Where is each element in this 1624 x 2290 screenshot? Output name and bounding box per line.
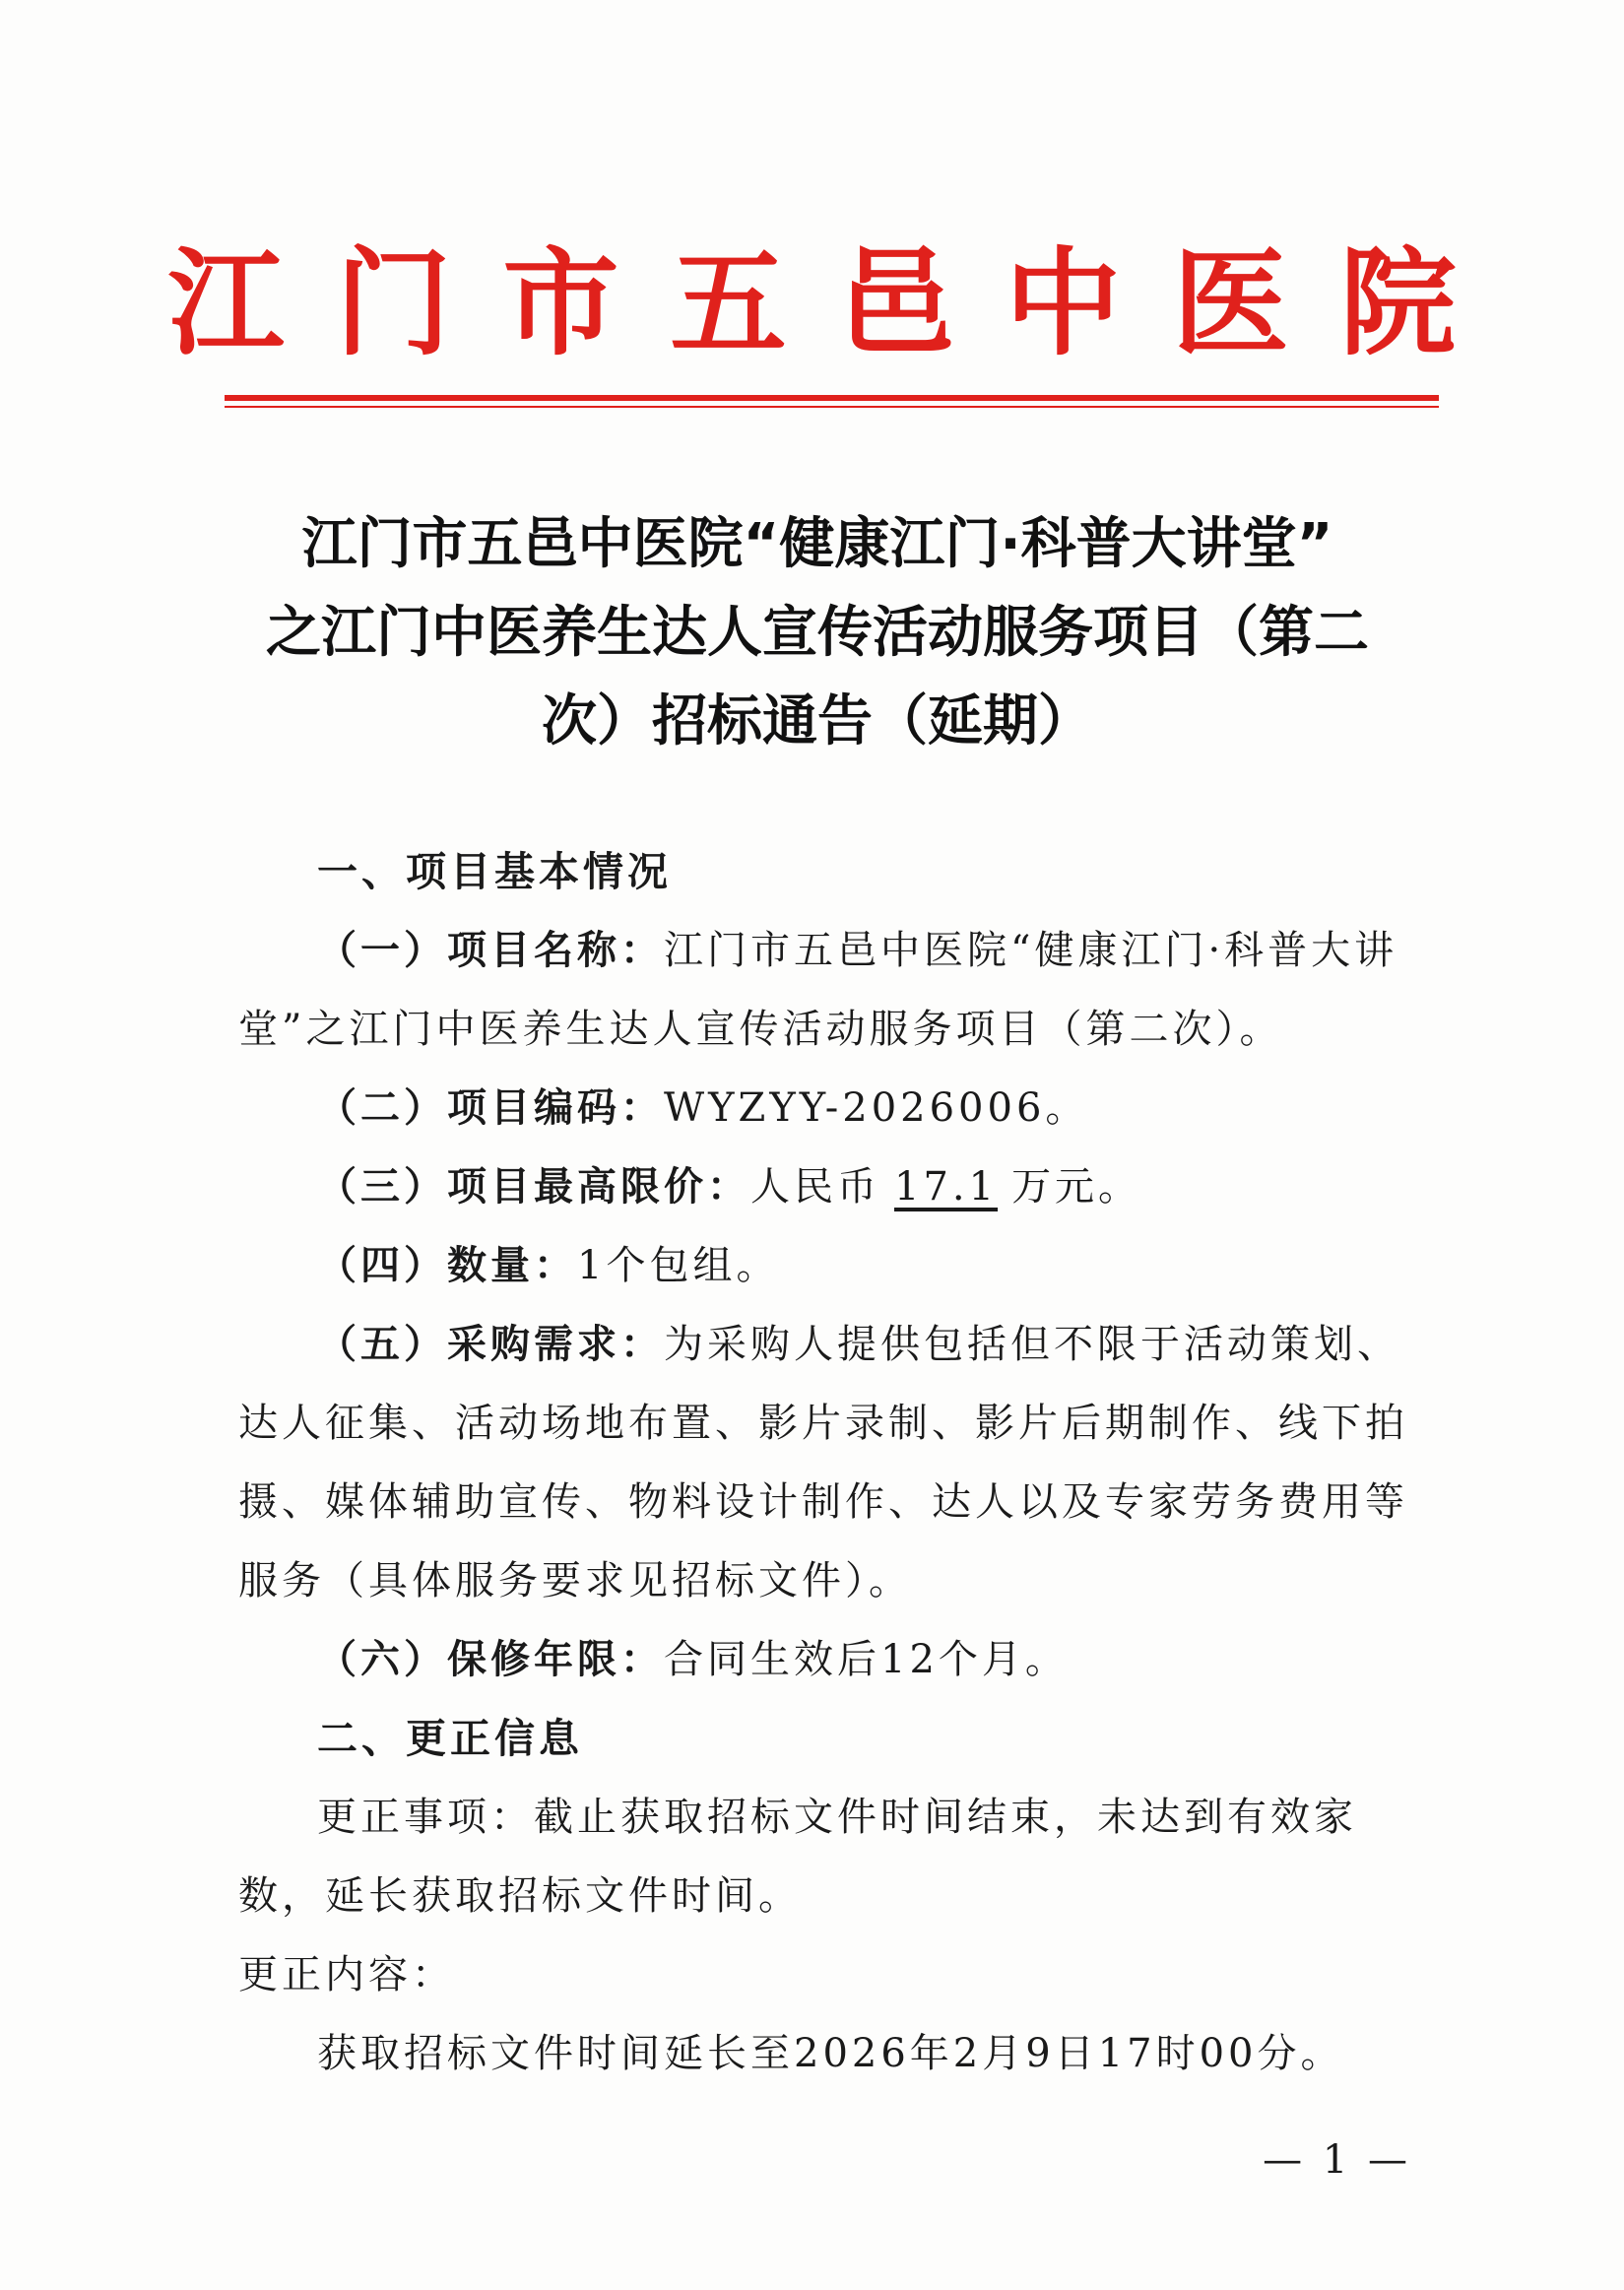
letterhead-rule-thick	[225, 395, 1439, 401]
price-prefix: 人民币	[750, 1164, 880, 1210]
document-title-line-2: 之江门中医养生达人宣传活动服务项目（第二	[266, 601, 1369, 665]
section-heading-correction: 二、更正信息	[317, 1715, 583, 1762]
item-label: （二）项目编码：	[317, 1085, 664, 1131]
item-project-code	[238, 1069, 1428, 1147]
letterhead-title: 江门市五邑中医院	[167, 235, 1508, 371]
item-text: 江门市五邑中医院“健康江门·科普大讲堂”之江门中医养生达人宣传活动服务项目（第二次）。	[238, 928, 1398, 1052]
item-label: （四）数量：	[317, 1243, 577, 1288]
price-amount: 17.1	[894, 1164, 999, 1210]
page-number: — 1 —	[1263, 2137, 1411, 2183]
item-label: （五）采购需求：	[317, 1322, 664, 1367]
section-heading-basic-info: 一、项目基本情况	[317, 848, 672, 895]
item-warranty-period	[238, 1620, 1428, 1699]
item-text: 为采购人提供包括但不限于活动策划、达人征集、活动场地布置、影片录制、影片后期制作、线下拍摄、媒体辅助宣传、物料设计制作、达人以及专家劳务费用等服务（具体服务要求见招标文件）。	[238, 1322, 1408, 1603]
document-title-line-3: 次）招标通告（延期）	[542, 689, 1093, 753]
correction-content: 获取招标文件时间延长至2026年2月9日17时00分。	[317, 2031, 1344, 2076]
item-procurement-requirements	[238, 1305, 1428, 1620]
correction-matter: 更正事项：截止获取招标文件时间结束，未达到有效家数，延长获取招标文件时间。	[238, 1795, 1357, 1919]
letterhead-rule-thin	[225, 406, 1439, 408]
item-label: （六）保修年限：	[317, 1637, 664, 1682]
item-label: （一）项目名称：	[317, 928, 664, 973]
item-label: （三）项目最高限价：	[317, 1164, 750, 1210]
item-text: 合同生效后12个月。	[664, 1637, 1069, 1682]
correction-content-label: 更正内容：	[238, 1952, 455, 1997]
item-text: 1个包组。	[577, 1243, 780, 1288]
document-title-line-1: 江门市五邑中医院“健康江门·科普大讲堂”	[301, 512, 1333, 576]
item-project-name	[238, 911, 1428, 1069]
item-text: WYZYY-2026006。	[664, 1085, 1089, 1131]
price-suffix: 万元。	[1011, 1164, 1142, 1210]
document-body	[238, 832, 1428, 2093]
document-title	[207, 500, 1428, 766]
item-quantity	[238, 1226, 1428, 1305]
item-max-price	[238, 1147, 1428, 1226]
